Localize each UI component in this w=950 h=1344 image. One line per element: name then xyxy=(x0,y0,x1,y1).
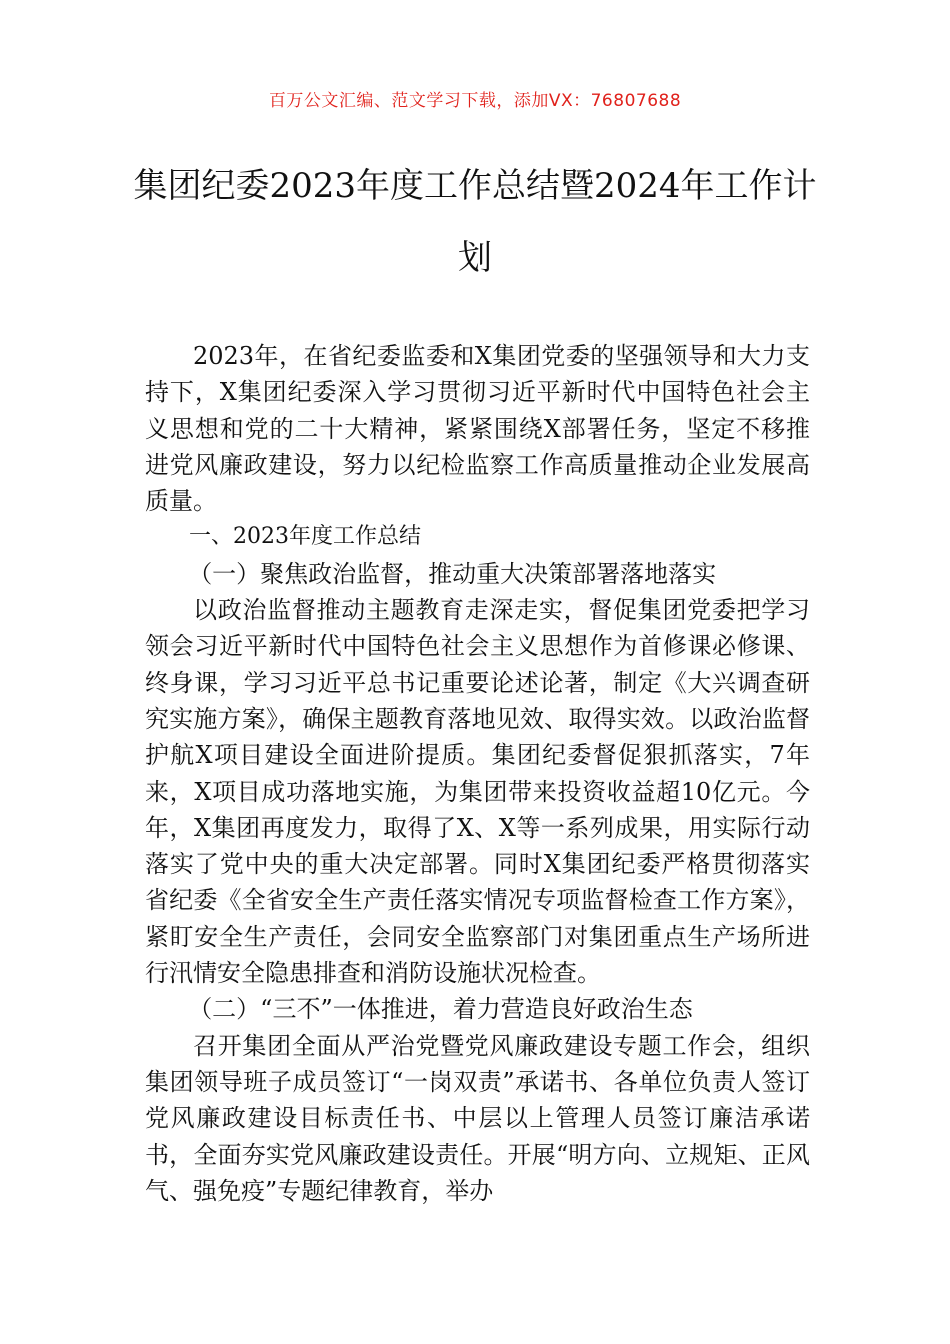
document-title: 集团纪委2023年度工作总结暨2024年工作计划 xyxy=(133,166,817,278)
section-heading: 一、2023年度工作总结 xyxy=(189,524,421,550)
header-banner: 百万公文汇编、范文学习下载，添加VX：76807688 xyxy=(268,91,682,111)
intro-paragraph: 2023年，在省纪委监委和X集团党委的坚强领导和大力支持下，X集团纪委深入学习贯彻习近平新时代中国特色社会主义思想和党的二十大精神，紧紧围绕X部署任务，坚定不移推进党风廉政建设，努力以纪检监察工作高质量推动企业发展高质量。 xyxy=(145,342,810,516)
subsection-paragraph-1: 以政治监督推动主题教育走深走实，督促集团党委把学习领会习近平新时代中国特色社会主义思想作为首修课必修课、终身课，学习习近平总书记重要论述论著，制定《大兴调查研究实施方案》，确保主题教育落地见效、取得实效。以政治监督护航X项目建设全面进阶提质。集团纪委督促狠抓落实，7年来，X项目成功落地实施，为集团带来投资收益超10亿元。今年，X集团再度发力，取得了X、X等一系列成果，用实际行动落实了党中央的重大决定部署。同时X集团纪委严格贯彻落实省纪委《全省安全生产责任落实情况专项监督检查工作方案》，紧盯安全生产责任，会同安全监察部门对集团重点生产场所进行汛情安全隐患排查和消防设施状况检查。 xyxy=(145,596,810,988)
subsection-heading-2: （二）“三不”一体推进，着力营造良好政治生态 xyxy=(188,995,693,1024)
subsection-heading-1: （一）聚焦政治监督，推动重大决策部署落地落实 xyxy=(188,559,717,588)
subsection-paragraph-2: 召开集团全面从严治党暨党风廉政建设专题工作会，组织集团领导班子成员签订“一岗双责”承诺书、各单位负责人签订党风廉政建设目标责任书、中层以上管理人员签订廉洁承诺书，全面夯实党风廉政建设责任。开展“明方向、立规矩、正风气、强免疫”专题纪律教育，举办 xyxy=(145,1031,810,1205)
document-body xyxy=(145,338,810,1209)
